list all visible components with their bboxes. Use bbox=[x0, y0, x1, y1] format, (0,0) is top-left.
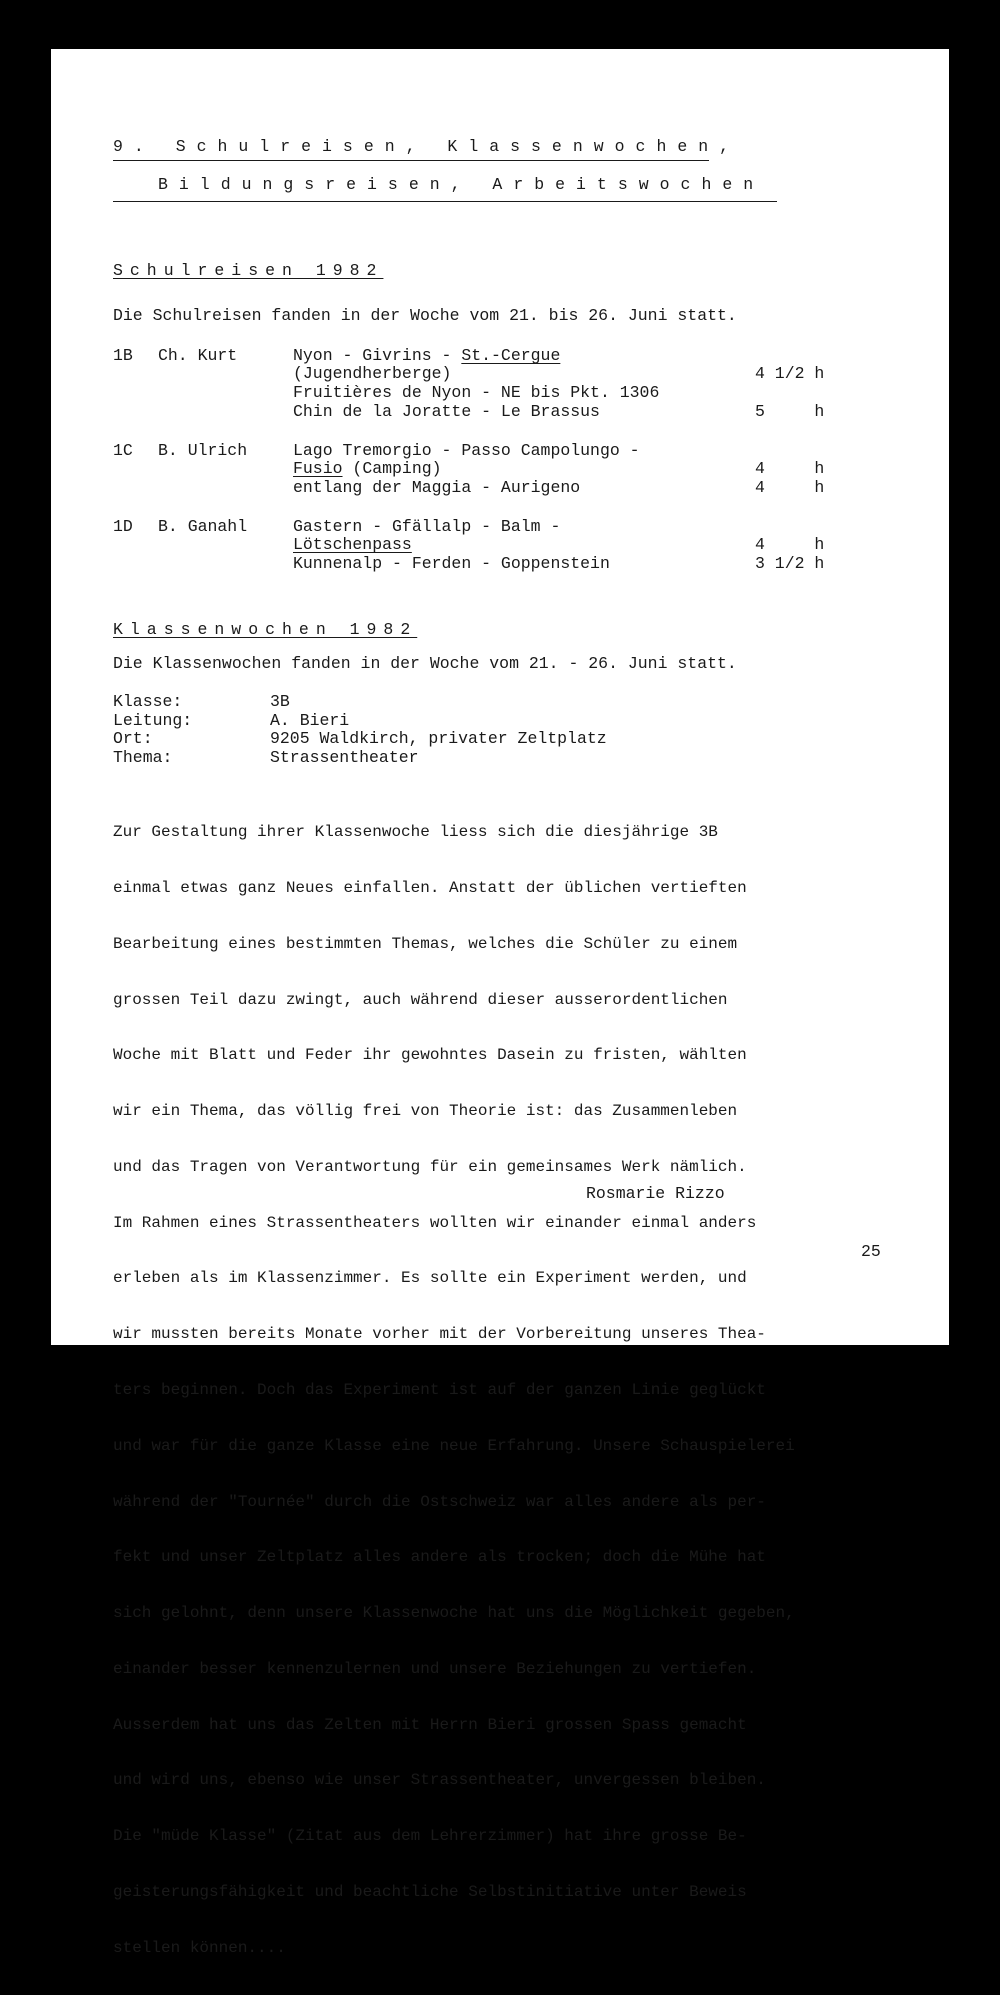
body-line: stellen können.... bbox=[113, 1938, 286, 1957]
entry-route-line: Kunnenalp - Ferden - Goppenstein bbox=[293, 554, 610, 573]
entry-duration: 4 h bbox=[755, 459, 825, 478]
route-underlined: Lötschenpass bbox=[293, 535, 412, 554]
body-line: und war für die ganze Klasse eine neue Erfahrung. Unsere Schauspielerei bbox=[113, 1436, 795, 1455]
entry-route-line bbox=[293, 346, 560, 365]
entry-route-line bbox=[293, 535, 412, 554]
field-value: 9205 Waldkirch, privater Zeltplatz bbox=[270, 729, 607, 748]
field-value: Strassentheater bbox=[270, 748, 419, 767]
body-line: einander besser kennenzulernen und unsere Beziehungen zu vertiefen. bbox=[113, 1659, 757, 1678]
body-line: sich gelohnt, denn unsere Klassenwoche hat uns die Möglichkeit gegeben, bbox=[113, 1604, 795, 1623]
body-line: Zur Gestaltung ihrer Klassenwoche liess sich die diesjährige 3B bbox=[113, 823, 718, 842]
route-text: Nyon - Givrins - bbox=[293, 346, 462, 365]
entry-route-line: (Jugendherberge) bbox=[293, 364, 452, 383]
heading-line-1: 9. Schulreisen, Klassenwochen, bbox=[113, 137, 741, 156]
klassenwochen-body bbox=[113, 786, 795, 1995]
entry-teacher: B. Ulrich bbox=[158, 441, 248, 460]
field-label: Thema: bbox=[113, 748, 173, 767]
entry-duration: 5 h bbox=[755, 402, 825, 421]
schulreisen-title: Schulreisen 1982 bbox=[113, 261, 384, 280]
body-line: Im Rahmen eines Strassentheaters wollten wir einander einmal anders bbox=[113, 1213, 757, 1232]
body-line: Ausserdem hat uns das Zelten mit Herrn Bieri grossen Spass gemacht bbox=[113, 1715, 747, 1734]
entry-class: 1B bbox=[113, 346, 133, 365]
body-line: Bearbeitung eines bestimmten Themas, welches die Schüler zu einem bbox=[113, 934, 738, 953]
heading-rule-1 bbox=[113, 160, 709, 161]
entry-duration: 4 h bbox=[755, 535, 825, 554]
body-line: Woche mit Blatt und Feder ihr gewohntes Dasein zu fristen, wählten bbox=[113, 1046, 747, 1065]
body-line: ters beginnen. Doch das Experiment ist auf der ganzen Linie geglückt bbox=[113, 1381, 766, 1399]
body-line: fekt und unser Zeltplatz alles andere als trocken; doch die Mühe hat bbox=[113, 1548, 766, 1567]
author-signature: Rosmarie Rizzo bbox=[586, 1184, 725, 1203]
entry-route-line: Lago Tremorgio - Passo Campolungo - bbox=[293, 441, 640, 460]
page-number: 25 bbox=[861, 1242, 881, 1261]
field-label: Klasse: bbox=[113, 692, 183, 711]
schulreisen-intro: Die Schulreisen fanden in der Woche vom 21. bis 26. Juni statt. bbox=[113, 306, 737, 325]
klassenwochen-title: Klassenwochen 1982 bbox=[113, 620, 418, 639]
body-line: einmal etwas ganz Neues einfallen. Anstatt der üblichen vertieften bbox=[113, 878, 747, 897]
route-underlined: St.-Cergue bbox=[461, 346, 561, 365]
entry-class: 1D bbox=[113, 517, 133, 536]
route-underlined: Fusio bbox=[293, 459, 343, 478]
entry-duration: 4 1/2 h bbox=[755, 364, 825, 383]
entry-teacher: Ch. Kurt bbox=[158, 346, 238, 365]
field-value: A. Bieri bbox=[270, 711, 350, 730]
field-label: Ort: bbox=[113, 729, 153, 748]
heading-line-2: Bildungsreisen, Arbeitswochen bbox=[158, 175, 765, 194]
klassenwochen-intro: Die Klassenwochen fanden in der Woche vom 21. - 26. Juni statt. bbox=[113, 654, 737, 673]
entry-teacher: B. Ganahl bbox=[158, 517, 248, 536]
field-value: 3B bbox=[270, 692, 290, 711]
body-line: Die "müde Klasse" (Zitat aus dem Lehrerzimmer) hat ihre grosse Be- bbox=[113, 1827, 747, 1846]
body-line: grossen Teil dazu zwingt, auch während dieser ausserordentlichen bbox=[113, 990, 728, 1009]
body-line: und wird uns, ebenso wie unser Strassentheater, unvergessen bleiben. bbox=[113, 1771, 766, 1790]
entry-route-line: entlang der Maggia - Aurigeno bbox=[293, 478, 581, 497]
heading-rule-2 bbox=[113, 201, 777, 202]
entry-duration: 3 1/2 h bbox=[755, 554, 825, 573]
entry-route-line bbox=[293, 459, 442, 478]
document-page bbox=[51, 49, 949, 1957]
entry-route-line: Gastern - Gfällalp - Balm - bbox=[293, 517, 561, 536]
route-text: (Camping) bbox=[342, 459, 442, 478]
body-line: geisterungsfähigkeit und beachtliche Selbstinitiative unter Beweis bbox=[113, 1883, 747, 1902]
body-line: wir ein Thema, das völlig frei von Theorie ist: das Zusammenleben bbox=[113, 1102, 738, 1121]
entry-class: 1C bbox=[113, 441, 133, 460]
body-line: und das Tragen von Verantwortung für ein gemeinsames Werk nämlich. bbox=[113, 1157, 747, 1176]
body-line: erleben als im Klassenzimmer. Es sollte ein Experiment werden, und bbox=[113, 1269, 747, 1288]
entry-route-line: Fruitières de Nyon - NE bis Pkt. 1306 bbox=[293, 383, 660, 402]
body-line: wir mussten bereits Monate vorher mit der Vorbereitung unseres Thea- bbox=[113, 1325, 766, 1344]
entry-duration: 4 h bbox=[755, 478, 825, 497]
field-label: Leitung: bbox=[113, 711, 193, 730]
body-line: während der "Tournée" durch die Ostschweiz war alles andere als per- bbox=[113, 1492, 766, 1511]
entry-route-line: Chin de la Joratte - Le Brassus bbox=[293, 402, 600, 421]
